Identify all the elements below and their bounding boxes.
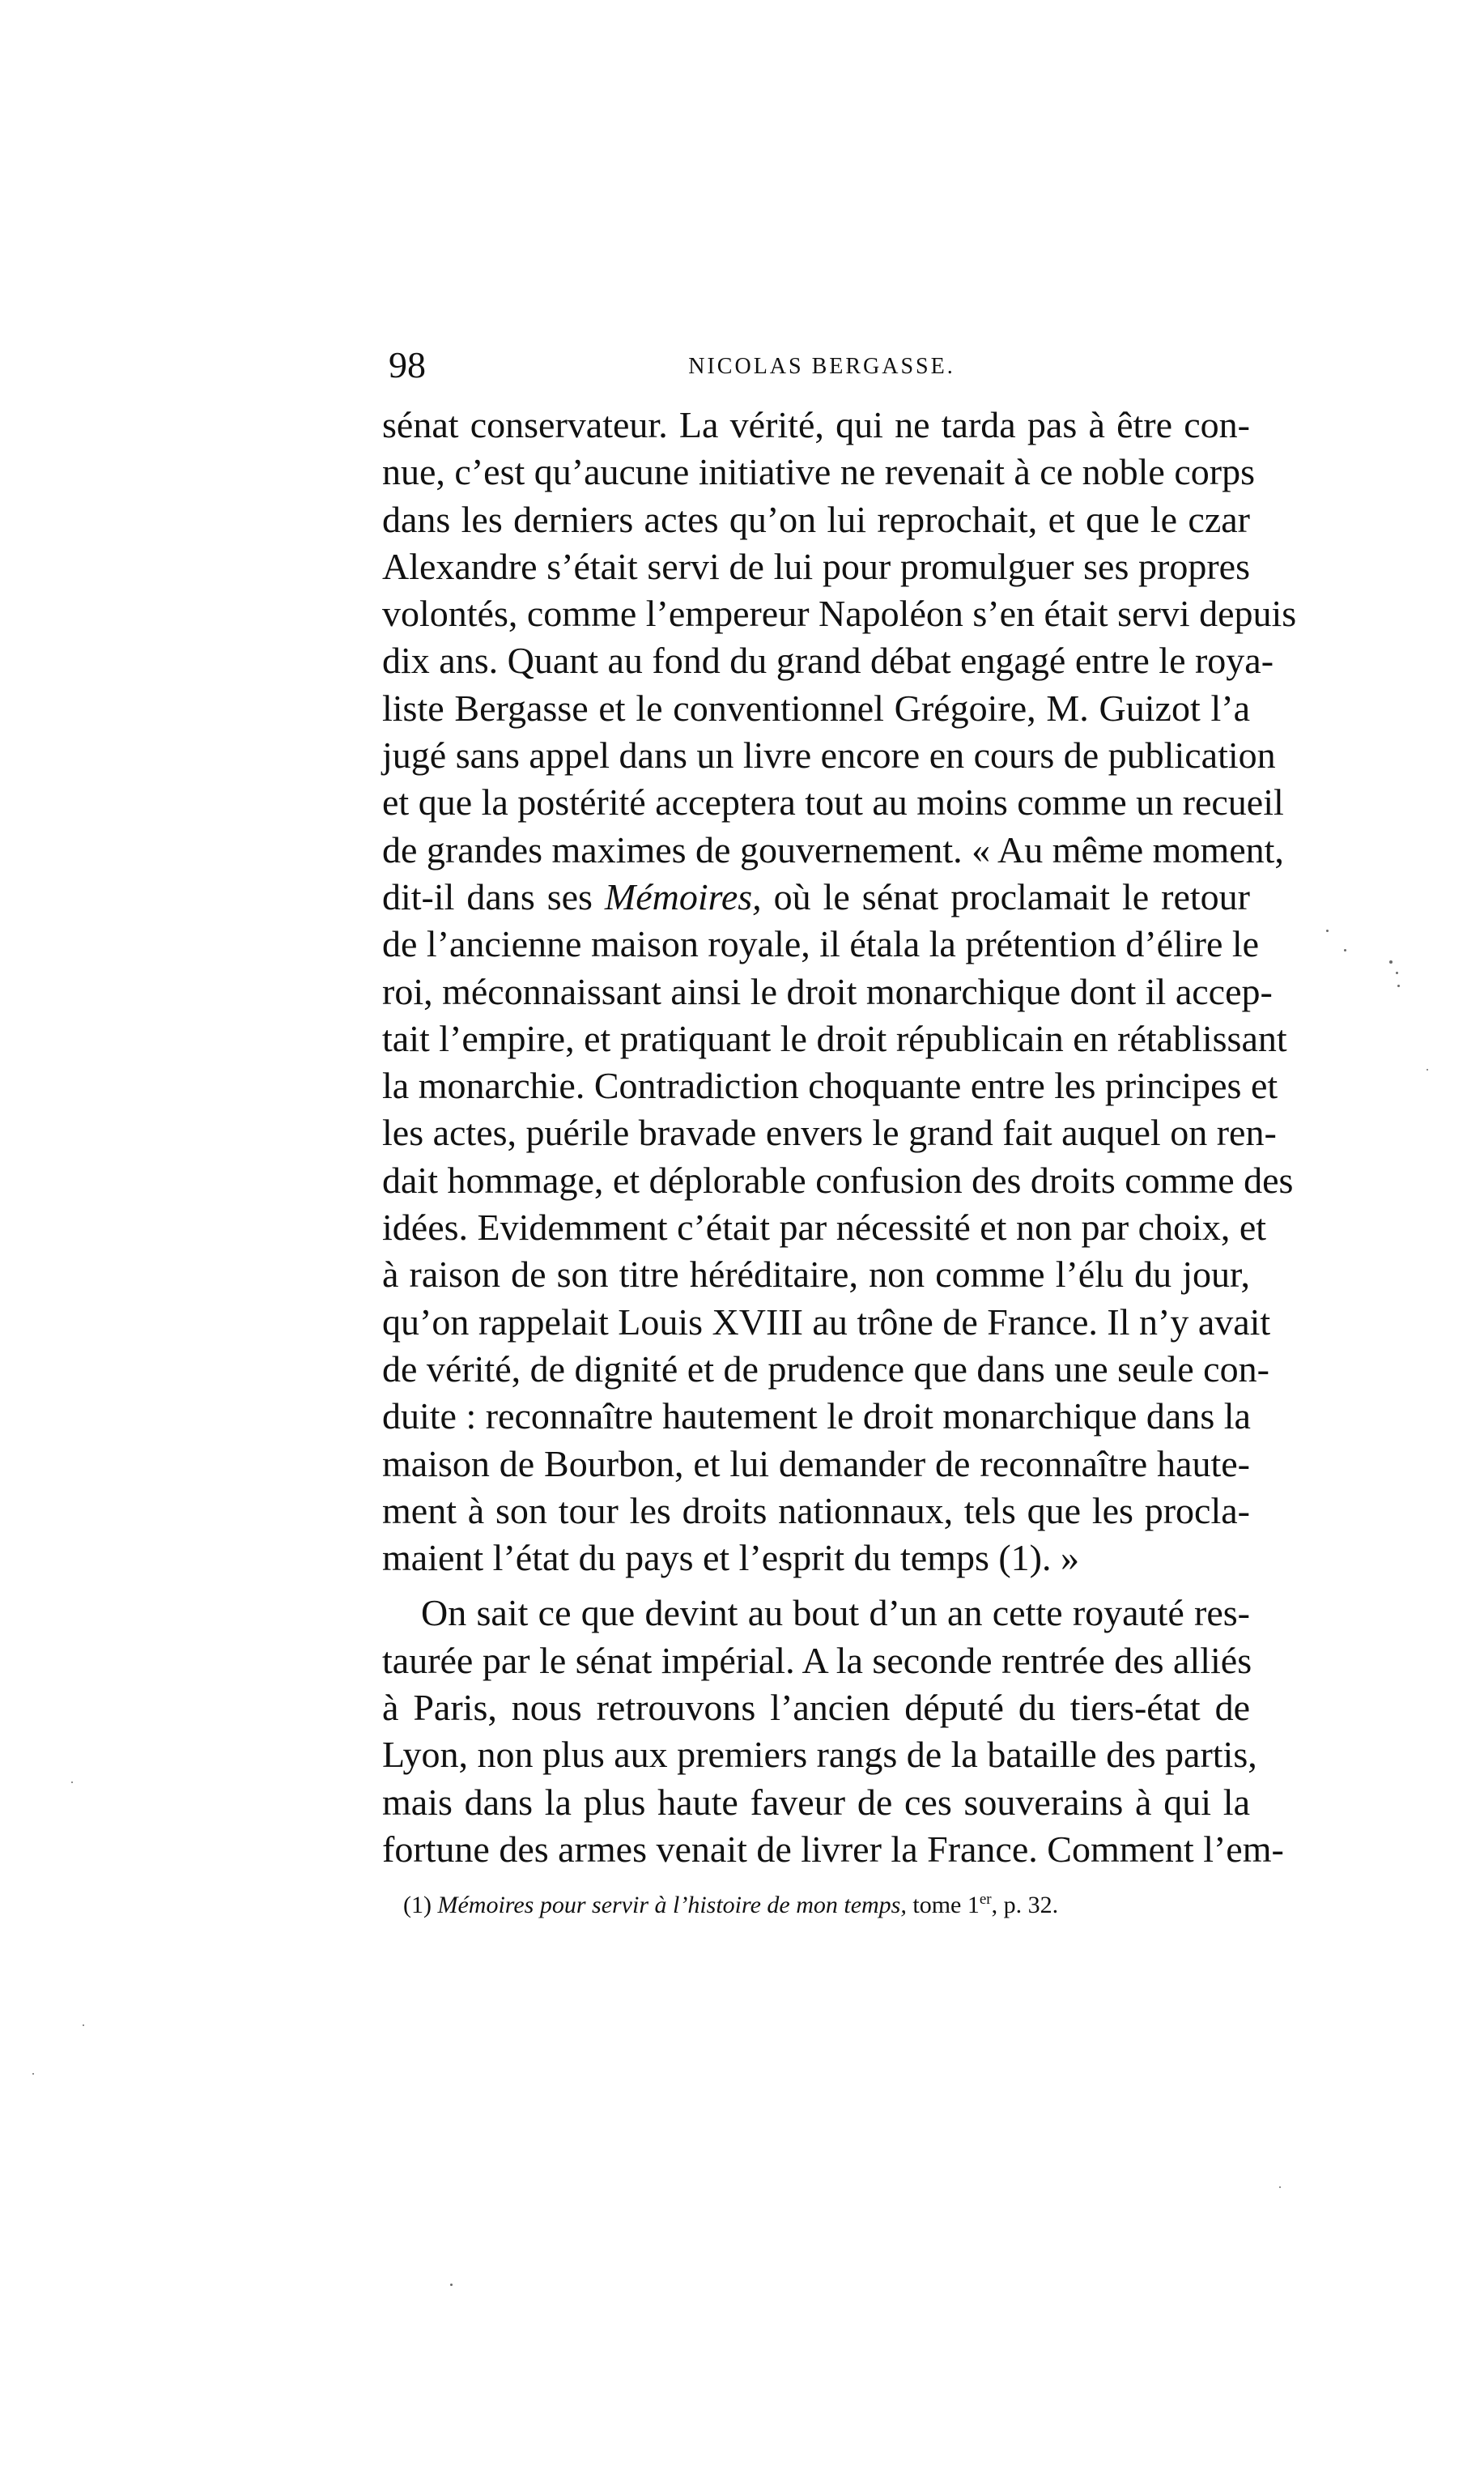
footnote-volume-sup: er — [979, 1891, 992, 1908]
text-line: sénat conservateur. La vérité, qui ne tarda pas à être con- — [382, 404, 1250, 445]
text-line — [382, 874, 1250, 921]
scan-speck — [450, 2284, 453, 2286]
footnote — [403, 1885, 1245, 1920]
text-line: duite : reconnaître hautement le droit monarchique dans la — [382, 1395, 1251, 1437]
text-line: nue, c’est qu’aucune initiative ne revenait à ce noble corps — [382, 451, 1255, 493]
scan-speck — [1396, 972, 1398, 974]
running-head — [389, 332, 1255, 385]
text-line: mais dans la plus haute faveur de ces souverains à qui la — [382, 1781, 1250, 1823]
text-line: On sait ce que devint au bout d’un an cette royauté res- — [421, 1592, 1250, 1634]
footnote-marker: (1) — [403, 1892, 432, 1918]
text-line: qu’on rappelait Louis XVIII au trône de France. Il n’y avait — [382, 1300, 1271, 1343]
text-line: de l’ancienne maison royale, il étala la prétention d’élire le — [382, 923, 1260, 965]
scan-speck — [71, 1781, 73, 1783]
page-number: 98 — [389, 344, 426, 385]
footnote-title: Mémoires pour servir à l’histoire de mon temps, — [437, 1892, 907, 1918]
text-line: taurée par le sénat impérial. A la seconde rentrée des alliés — [382, 1639, 1252, 1681]
text-line: maient l’état du pays et l’esprit du temps (1). » — [382, 1537, 1079, 1579]
text-line: jugé sans appel dans un livre encore en cours de publication — [382, 734, 1276, 777]
text-line: la monarchie. Contradiction choquante entre les principes et — [382, 1065, 1278, 1107]
scan-speck — [1397, 985, 1400, 987]
text-line: de vérité, de dignité et de prudence que dans une seule con- — [382, 1347, 1269, 1390]
text-line: Alexandre s’était servi de lui pour promulguer ses propres — [382, 545, 1250, 587]
scan-speck — [1389, 960, 1393, 964]
text-segment: dit-il dans ses — [382, 875, 605, 917]
text-segment: où le sénat proclamait le retour — [761, 875, 1250, 917]
text-line: fortune des armes venait de livrer la France. Comment l’em- — [382, 1828, 1284, 1870]
scan-speck — [1344, 949, 1346, 951]
text-line: Lyon, non plus aux premiers rangs de la bataille des partis, — [382, 1734, 1257, 1776]
scan-speck — [1326, 930, 1329, 932]
text-line: dait hommage, et déplorable confusion des droits comme des — [382, 1159, 1294, 1201]
text-line: à Paris, nous retrouvons l’ancien député du tiers-état de — [382, 1687, 1250, 1729]
text-line: ment à son tour les droits nationnaux, tels que les procla- — [382, 1489, 1250, 1531]
scan-speck — [1427, 1069, 1428, 1071]
italic-title: Mémoires, — [604, 875, 762, 917]
text-line: les actes, puérile bravade envers le grand fait auquel on ren- — [382, 1112, 1277, 1154]
body-text — [382, 402, 1297, 1873]
text-line: à raison de son titre héréditaire, non comme l’élu du jour, — [382, 1254, 1250, 1296]
text-line: et que la postérité acceptera tout au moins comme un recueil — [382, 781, 1284, 824]
scan-speck — [83, 2024, 84, 2026]
text-line: volontés, comme l’empereur Napoléon s’en était servi depuis — [382, 593, 1297, 635]
text-line: de grandes maximes de gouvernement. « Au même moment, — [382, 828, 1284, 871]
footnote-volume: tome 1 — [912, 1892, 980, 1918]
text-line: liste Bergasse et le conventionnel Grégoire, M. Guizot l’a — [382, 687, 1250, 729]
scan-speck — [32, 2073, 34, 2075]
text-line: roi, méconnaissant ainsi le droit monarchique dont il accep- — [382, 970, 1273, 1012]
scan-speck — [1279, 2186, 1281, 2188]
text-line: maison de Bourbon, et lui demander de reconnaître haute- — [382, 1442, 1250, 1484]
footnote-page: , p. 32. — [991, 1892, 1059, 1918]
text-line: dix ans. Quant au fond du grand débat engagé entre le roya- — [382, 640, 1274, 682]
text-line: tait l’empire, et pratiquant le droit républicain en rétablissant — [382, 1017, 1287, 1059]
text-line: idées. Evidemment c’était par nécessité et non par choix, et — [382, 1207, 1267, 1249]
text-line: dans les derniers actes qu’on lui reprochait, et que le czar — [382, 498, 1250, 540]
running-title: NICOLAS BERGASSE. — [688, 354, 955, 379]
